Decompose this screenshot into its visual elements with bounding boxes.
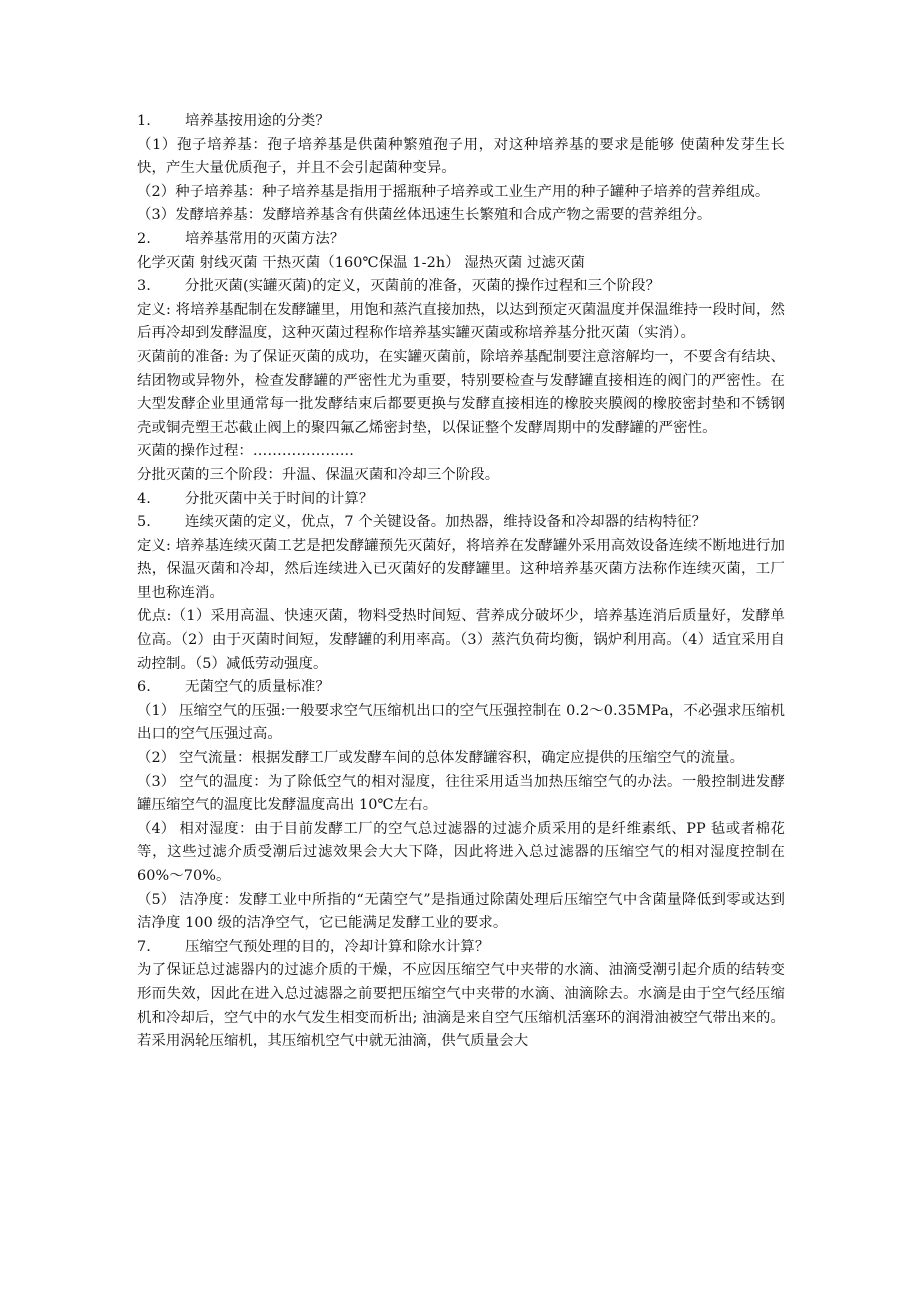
question-heading xyxy=(137,676,785,700)
item-number: （4） xyxy=(137,820,176,837)
item-number: （2） xyxy=(137,750,176,767)
question-number: 1. xyxy=(137,113,151,129)
item-text: 空气的温度：为了除低空气的相对湿度，往往采用适当加热压缩空气的办法。一般控制进发酵罐压缩空气的温度比发酵温度高出 10℃左右。 xyxy=(137,773,785,814)
item-text: 空气流量：根据发酵工厂或发酵车间的总体发酵罐容积，确定应提供的压缩空气的流量。 xyxy=(179,750,745,767)
question-number: 5. xyxy=(137,514,151,531)
question-number: 4. xyxy=(137,490,151,507)
body-paragraph: 定义: 将培养基配制在发酵罐里，用饱和蒸汽直接加热，以达到预定灭菌温度并保温维持一段时间，然后再冷却到发酵温度，这种灭菌过程称作培养基实罐灭菌或称培养基分批灭菌（实消）。 xyxy=(137,301,785,342)
body-paragraph: 灭菌的操作过程：………………... xyxy=(137,443,354,460)
question-number: 3. xyxy=(137,278,151,295)
body-paragraph: 灭菌前的准备: 为了保证灭菌的成功，在实罐灭菌前，除培养基配制要注意溶解均一，不要含有结块、结团物或异物外，检查发酵罐的严密性尤为重要，特别要检查与发酵罐直接相连的阀门的严密性。在大型发酵企业里通常每一批发酵结束后都要更换与发酵直接相连的橡胶夹膜阀的橡胶密封垫和不锈钢壳或铜壳塑王芯截止阀上的聚四氟乙烯密封垫，以保证整个发酵周期中的发酵罐的严密性。 xyxy=(137,348,785,436)
body-paragraph: 为了保证总过滤器内的过滤介质的干燥，不应因压缩空气中夹带的水滴、油滴受潮引起介质的结转变形而失效，因此在进入总过滤器之前要把压缩空气中夹带的水滴、油滴除去。水滴是由于空气经压缩机和冷却后，空气中的水气发生相变而析出; 油滴是来自空气压缩机活塞环的润滑油被空气带出来的。若采用涡轮压缩机，其压缩机空气中就无油滴，供气质量会大 xyxy=(137,962,785,1050)
body-paragraph: 定义: 培养基连续灭菌工艺是把发酵罐预先灭菌好，将培养在发酵罐外采用高效设备连续不断地进行加热，保温灭菌和冷却，然后连续进入已灭菌好的发酵罐里。这种培养基灭菌方法称作连续灭菌，工厂里也称连消。 xyxy=(137,537,785,601)
body-paragraph: （1）孢子培养基：孢子培养基是供菌种繁殖孢子用，对这种培养基的要求是能够 使菌种发芽生长快，产生大量优质孢子，并且不会引起菌种变异。 xyxy=(137,136,785,177)
question-heading xyxy=(137,228,785,252)
question-text: 培养基按用途的分类？ xyxy=(185,113,330,129)
body-paragraph: （2）种子培养基：种子培养基是指用于摇瓶种子培养或工业生产用的种子罐种子培养的营养组成。 xyxy=(137,183,770,200)
question-text: 压缩空气预处理的目的，冷却计算和除水计算？ xyxy=(185,938,490,955)
document-body xyxy=(137,110,785,1054)
body-paragraph: 化学灭菌 射线灭菌 干热灭菌（160℃保温 1-2h） 湿热灭菌 过滤灭菌 xyxy=(137,254,585,271)
standard-item xyxy=(137,771,785,818)
standard-item xyxy=(137,700,785,747)
body-paragraph: 优点:（1）采用高温、快速灭菌，物料受热时间短、营养成分破坏少，培养基连消后质量好，发酵单位高。（2）由于灭菌时间短，发酵罐的利用率高。（3）蒸汽负荷均衡，锅炉利用高。（4）适宜采用自动控制。（5）减低劳动强度。 xyxy=(137,608,785,672)
item-text: 相对湿度：由于目前发酵工厂的空气总过滤器的过滤介质采用的是纤维素纸、PP 毡或者棉花等，这些过滤介质受潮后过滤效果会大大下降，因此将进入总过滤器的压缩空气的相对湿度控制在 60%～70%。 xyxy=(137,820,785,884)
question-text: 培养基常用的灭菌方法？ xyxy=(185,230,345,247)
question-heading xyxy=(137,488,785,512)
question-number: 7. xyxy=(137,938,151,955)
question-text: 分批灭菌中关于时间的计算？ xyxy=(185,490,374,507)
question-heading xyxy=(137,275,785,299)
item-number: （1） xyxy=(137,702,176,719)
standard-item xyxy=(137,889,785,936)
body-paragraph: （3）发酵培养基：发酵培养基含有供菌丝体迅速生长繁殖和合成产物之需要的营养组分。 xyxy=(137,207,712,224)
item-text: 洁净度：发酵工业中所指的“无菌空气”是指通过除菌处理后压缩空气中含菌量降低到零或达到洁净度 100 级的洁净空气，它已能满足发酵工业的要求。 xyxy=(137,891,785,932)
question-text: 分批灭菌(实罐灭菌)的定义，灭菌前的准备，灭菌的操作过程和三个阶段？ xyxy=(185,278,661,295)
item-text: 压缩空气的压强:一般要求空气压缩机出口的空气压强控制在 0.2～0.35MPa，不必强求压缩机出口的空气压强过高。 xyxy=(137,702,785,743)
question-heading xyxy=(137,936,785,960)
question-number: 2. xyxy=(137,230,151,247)
item-number: （5） xyxy=(137,891,176,908)
question-heading xyxy=(137,511,785,535)
body-paragraph: 分批灭菌的三个阶段：升温、保温灭菌和冷却三个阶段。 xyxy=(137,466,500,483)
standard-item xyxy=(137,818,785,889)
item-number: （3） xyxy=(137,773,176,790)
standard-item xyxy=(137,747,785,771)
question-heading xyxy=(137,110,785,134)
question-text: 无菌空气的质量标准？ xyxy=(185,679,330,696)
question-number: 6. xyxy=(137,679,151,696)
question-text: 连续灭菌的定义，优点，7 个关键设备。加热器，维持设备和冷却器的结构特征？ xyxy=(185,514,707,531)
